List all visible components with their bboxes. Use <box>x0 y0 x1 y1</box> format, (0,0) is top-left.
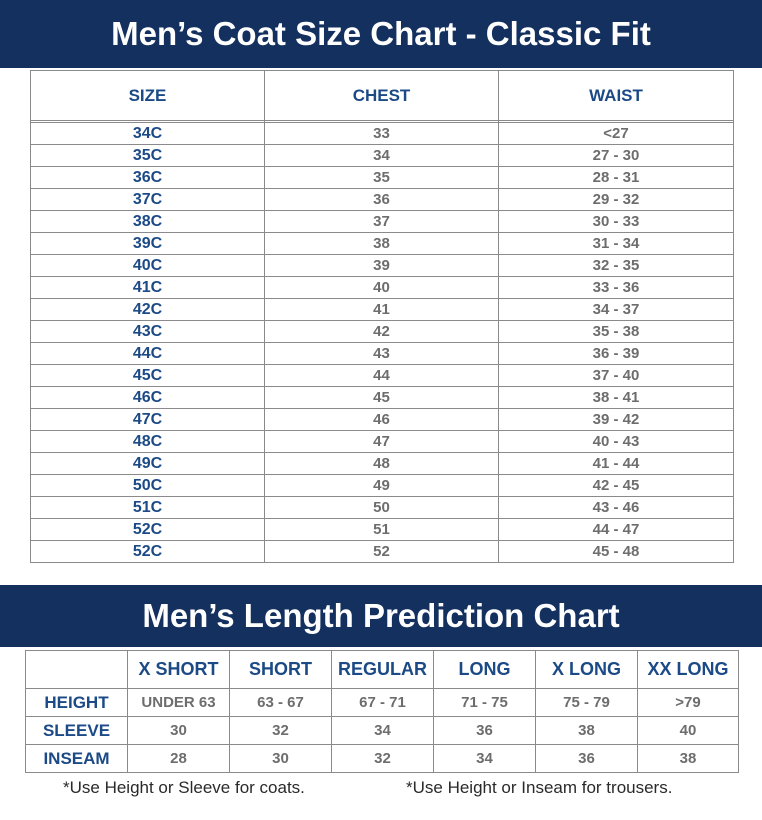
table-row <box>31 189 734 211</box>
table-row <box>31 255 734 277</box>
length-value-cell: 71 - 75 <box>434 689 536 717</box>
size-cell: 40C <box>31 255 265 277</box>
waist-cell: 33 - 36 <box>499 277 734 299</box>
waist-cell: 41 - 44 <box>499 453 734 475</box>
length-prediction-table <box>25 650 739 773</box>
header-waist: WAIST <box>499 71 734 121</box>
size-cell: 51C <box>31 497 265 519</box>
length-value-cell: 38 <box>536 717 638 745</box>
length-header-row <box>26 651 739 689</box>
header-short: SHORT <box>230 651 332 689</box>
table-row <box>31 519 734 541</box>
chest-cell: 33 <box>265 123 499 145</box>
header-x-short: X SHORT <box>128 651 230 689</box>
size-cell: 44C <box>31 343 265 365</box>
size-cell: 49C <box>31 453 265 475</box>
length-value-cell: 36 <box>434 717 536 745</box>
table-row <box>31 211 734 233</box>
waist-cell: 29 - 32 <box>499 189 734 211</box>
table-row <box>31 145 734 167</box>
table-row <box>31 343 734 365</box>
table-row <box>31 409 734 431</box>
waist-cell: <27 <box>499 123 734 145</box>
coat-size-table <box>30 70 734 563</box>
size-cell: 39C <box>31 233 265 255</box>
chest-cell: 52 <box>265 541 499 563</box>
waist-cell: 43 - 46 <box>499 497 734 519</box>
chest-cell: 45 <box>265 387 499 409</box>
size-cell: 52C <box>31 541 265 563</box>
length-value-cell: 34 <box>434 745 536 773</box>
waist-cell: 38 - 41 <box>499 387 734 409</box>
length-chart-title: Men’s Length Prediction Chart <box>0 585 762 647</box>
row-label: SLEEVE <box>26 717 128 745</box>
size-cell: 46C <box>31 387 265 409</box>
length-value-cell: 63 - 67 <box>230 689 332 717</box>
chest-cell: 46 <box>265 409 499 431</box>
chest-cell: 50 <box>265 497 499 519</box>
header-xx-long: XX LONG <box>638 651 739 689</box>
waist-cell: 37 - 40 <box>499 365 734 387</box>
size-cell: 37C <box>31 189 265 211</box>
size-cell: 52C <box>31 519 265 541</box>
chest-cell: 47 <box>265 431 499 453</box>
length-value-cell: 30 <box>230 745 332 773</box>
table-row <box>31 167 734 189</box>
waist-cell: 36 - 39 <box>499 343 734 365</box>
chest-cell: 51 <box>265 519 499 541</box>
table-row <box>31 387 734 409</box>
chest-cell: 48 <box>265 453 499 475</box>
size-cell: 45C <box>31 365 265 387</box>
table-row <box>26 689 739 717</box>
length-value-cell: 75 - 79 <box>536 689 638 717</box>
waist-cell: 44 - 47 <box>499 519 734 541</box>
table-row <box>31 365 734 387</box>
table-row <box>31 541 734 563</box>
chest-cell: 37 <box>265 211 499 233</box>
corner-cell <box>26 651 128 689</box>
waist-cell: 30 - 33 <box>499 211 734 233</box>
waist-cell: 31 - 34 <box>499 233 734 255</box>
length-value-cell: 40 <box>638 717 739 745</box>
length-value-cell: 34 <box>332 717 434 745</box>
row-label: INSEAM <box>26 745 128 773</box>
chest-cell: 35 <box>265 167 499 189</box>
coat-chart-title: Men’s Coat Size Chart - Classic Fit <box>0 0 762 68</box>
header-size: SIZE <box>31 71 265 121</box>
table-row <box>31 321 734 343</box>
chest-cell: 41 <box>265 299 499 321</box>
header-chest: CHEST <box>265 71 499 121</box>
table-row <box>31 299 734 321</box>
chest-cell: 39 <box>265 255 499 277</box>
length-value-cell: 36 <box>536 745 638 773</box>
size-cell: 48C <box>31 431 265 453</box>
length-value-cell: 38 <box>638 745 739 773</box>
waist-cell: 45 - 48 <box>499 541 734 563</box>
waist-cell: 28 - 31 <box>499 167 734 189</box>
chest-cell: 40 <box>265 277 499 299</box>
size-cell: 47C <box>31 409 265 431</box>
length-value-cell: >79 <box>638 689 739 717</box>
table-row <box>31 123 734 145</box>
size-cell: 43C <box>31 321 265 343</box>
chest-cell: 43 <box>265 343 499 365</box>
chest-cell: 34 <box>265 145 499 167</box>
waist-cell: 42 - 45 <box>499 475 734 497</box>
chest-cell: 38 <box>265 233 499 255</box>
table-row <box>31 277 734 299</box>
length-value-cell: 67 - 71 <box>332 689 434 717</box>
chest-cell: 44 <box>265 365 499 387</box>
row-label: HEIGHT <box>26 689 128 717</box>
header-long: LONG <box>434 651 536 689</box>
table-row <box>31 453 734 475</box>
length-value-cell: 28 <box>128 745 230 773</box>
size-cell: 36C <box>31 167 265 189</box>
table-row <box>31 497 734 519</box>
waist-cell: 35 - 38 <box>499 321 734 343</box>
size-cell: 35C <box>31 145 265 167</box>
header-regular: REGULAR <box>332 651 434 689</box>
waist-cell: 40 - 43 <box>499 431 734 453</box>
chest-cell: 36 <box>265 189 499 211</box>
length-value-cell: 32 <box>230 717 332 745</box>
table-row <box>26 745 739 773</box>
length-value-cell: 32 <box>332 745 434 773</box>
chest-cell: 49 <box>265 475 499 497</box>
size-cell: 41C <box>31 277 265 299</box>
header-x-long: X LONG <box>536 651 638 689</box>
waist-cell: 39 - 42 <box>499 409 734 431</box>
trouser-note: *Use Height or Inseam for trousers. <box>406 778 673 797</box>
length-value-cell: 30 <box>128 717 230 745</box>
coat-note: *Use Height or Sleeve for coats. <box>63 778 305 797</box>
waist-cell: 27 - 30 <box>499 145 734 167</box>
size-cell: 38C <box>31 211 265 233</box>
waist-cell: 34 - 37 <box>499 299 734 321</box>
table-row <box>31 233 734 255</box>
table-row <box>31 475 734 497</box>
size-cell: 42C <box>31 299 265 321</box>
size-cell: 50C <box>31 475 265 497</box>
chest-cell: 42 <box>265 321 499 343</box>
table-row <box>31 431 734 453</box>
coat-header-row <box>31 71 734 121</box>
size-cell: 34C <box>31 123 265 145</box>
table-row <box>26 717 739 745</box>
waist-cell: 32 - 35 <box>499 255 734 277</box>
length-value-cell: UNDER 63 <box>128 689 230 717</box>
